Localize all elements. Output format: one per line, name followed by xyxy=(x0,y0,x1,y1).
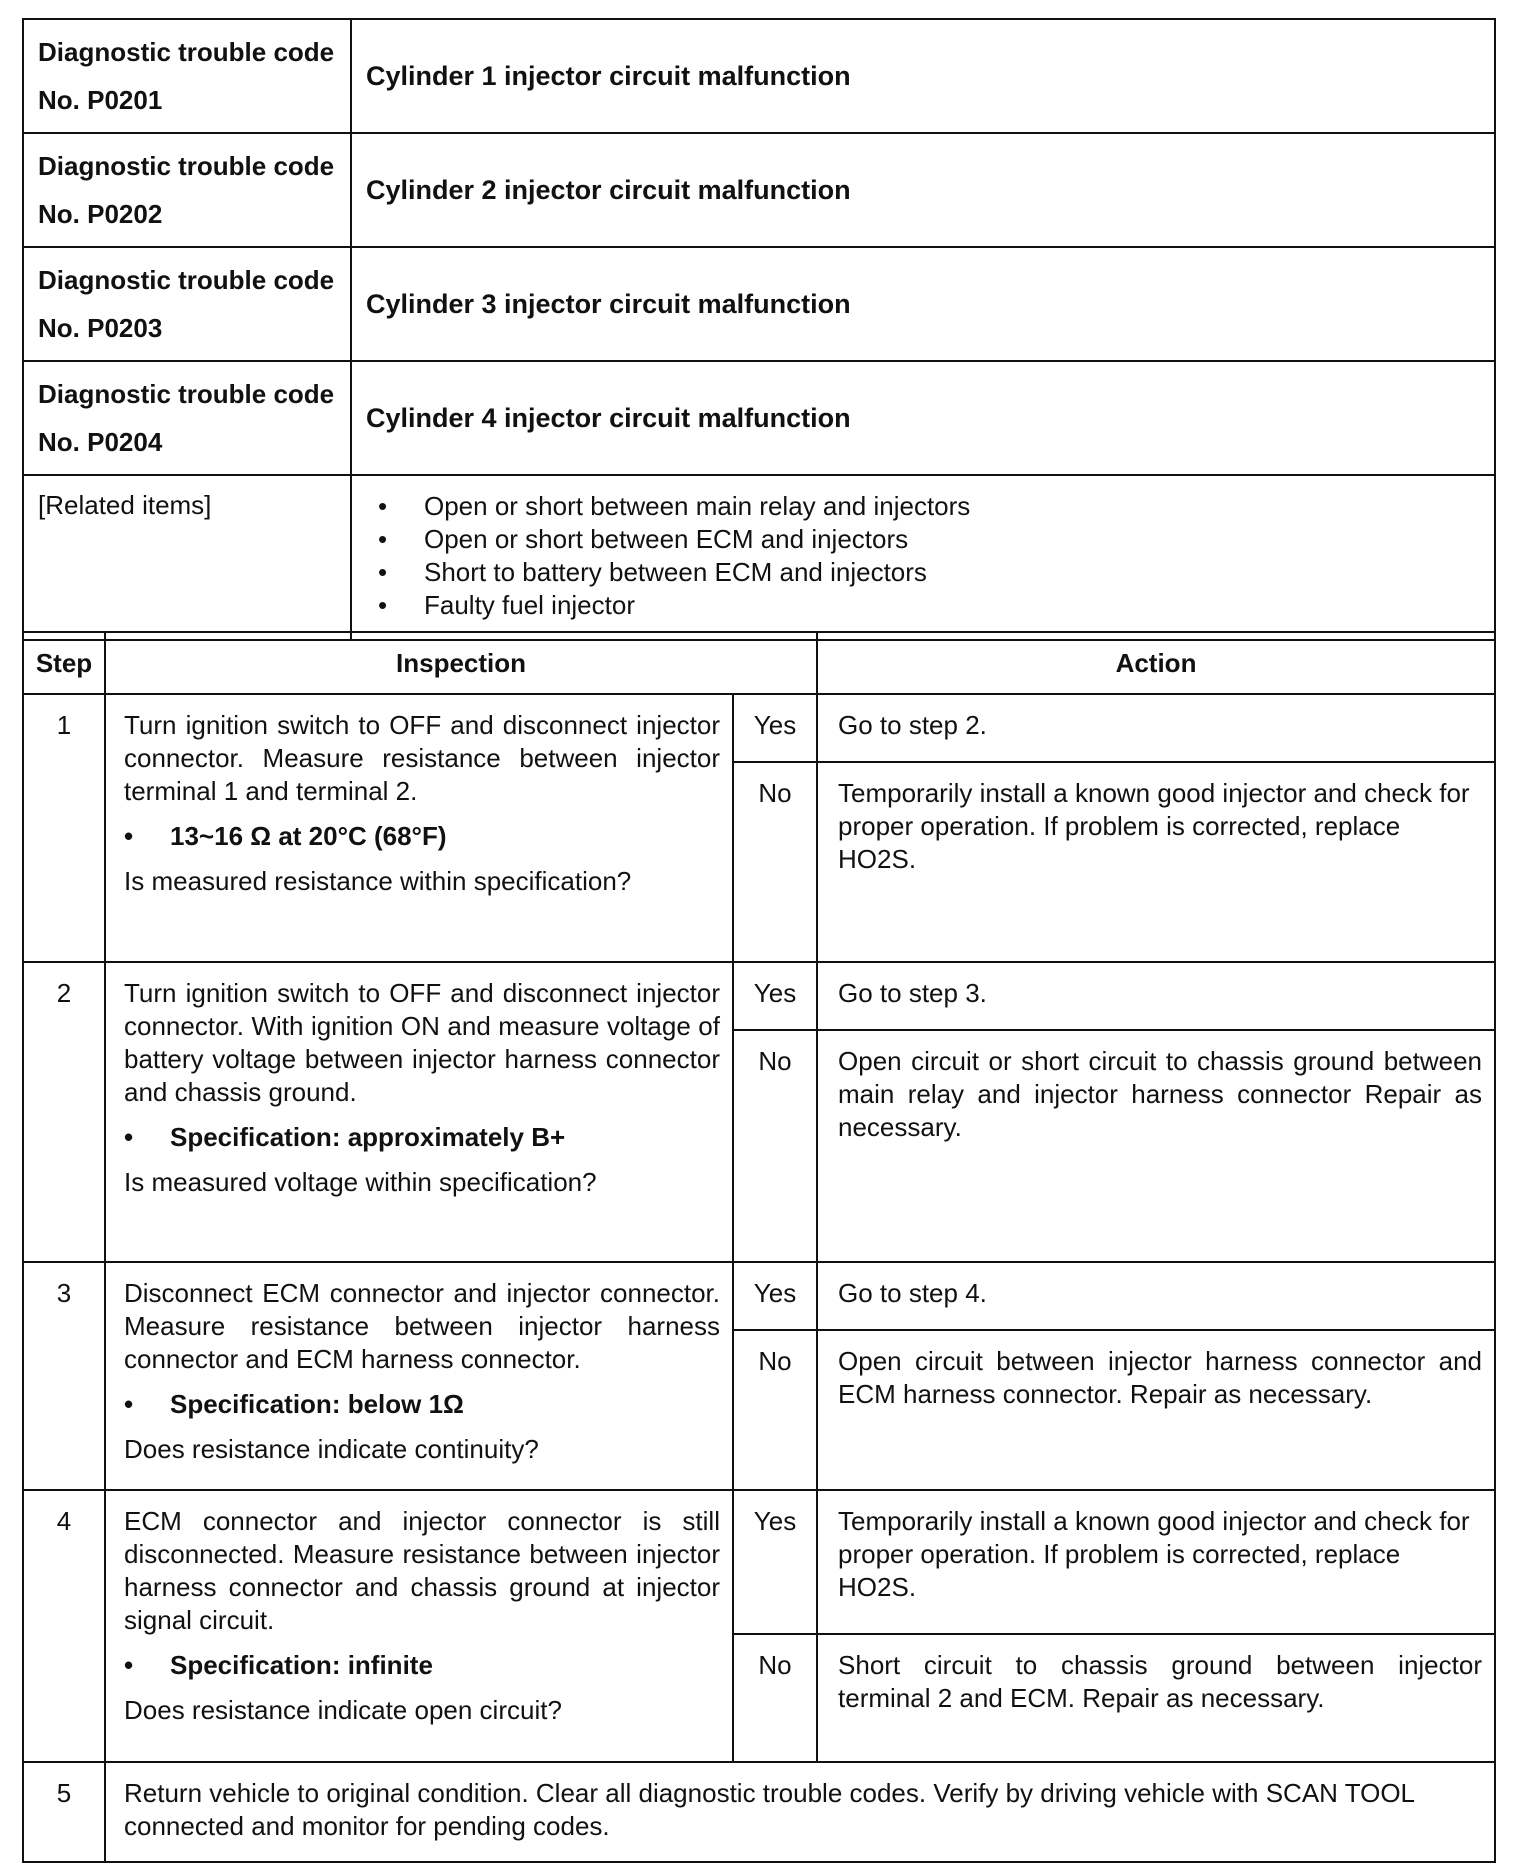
table-row xyxy=(23,1762,1495,1862)
bullet-icon: • xyxy=(124,1389,134,1419)
table-row xyxy=(23,694,1495,762)
no-label: No xyxy=(733,762,817,962)
dtc-row xyxy=(23,19,1495,133)
specification-text: 13~16 Ω at 20°C (68°F) xyxy=(170,821,447,851)
inspection-question: Does resistance indicate continuity? xyxy=(124,1434,539,1464)
dtc-code-label: Diagnostic trouble code xyxy=(38,379,335,409)
dtc-code-cell xyxy=(23,19,351,133)
related-item-text: Short to battery between ECM and injectors xyxy=(424,557,927,587)
yes-action: Temporarily install a known good injector and check for proper operation. If problem is corrected, replace HO2S. xyxy=(817,1490,1495,1634)
final-step-text: Return vehicle to original condition. Clear all diagnostic trouble codes. Verify by driving vehicle with SCAN TOOL connected and monitor for pending codes. xyxy=(105,1762,1495,1862)
dtc-description: Cylinder 3 injector circuit malfunction xyxy=(351,247,1495,361)
no-action: Short circuit to chassis ground between injector terminal 2 and ECM. Repair as necessary. xyxy=(817,1634,1495,1762)
dtc-table xyxy=(22,18,1496,641)
dtc-description: Cylinder 1 injector circuit malfunction xyxy=(351,19,1495,133)
dtc-code-label: Diagnostic trouble code xyxy=(38,151,335,181)
action-column-header: Action xyxy=(817,632,1495,694)
list-item xyxy=(366,523,1480,556)
step-number: 5 xyxy=(23,1762,105,1862)
inspection-text: ECM connector and injector connector is still disconnected. Measure resistance between injector harness connector and chassis ground at injector signal circuit. xyxy=(124,1506,720,1635)
table-header-row xyxy=(23,632,1495,694)
step-number: 4 xyxy=(23,1490,105,1762)
no-action: Open circuit between injector harness connector and ECM harness connector. Repair as necessary. xyxy=(817,1330,1495,1490)
yes-action: Go to step 3. xyxy=(817,962,1495,1030)
specification-line xyxy=(124,1121,720,1154)
bullet-icon: • xyxy=(124,1122,134,1152)
specification-text: Specification: infinite xyxy=(170,1650,433,1680)
bullet-icon: • xyxy=(378,590,388,620)
dtc-code-label: Diagnostic trouble code xyxy=(38,265,335,295)
dtc-code-cell xyxy=(23,361,351,475)
related-item-text: Open or short between main relay and injectors xyxy=(424,491,971,521)
dtc-description: Cylinder 2 injector circuit malfunction xyxy=(351,133,1495,247)
inspection-question: Is measured resistance within specification? xyxy=(124,866,632,896)
inspection-question: Is measured voltage within specification? xyxy=(124,1167,597,1197)
table-row xyxy=(23,962,1495,1030)
specification-text: Specification: approximately B+ xyxy=(170,1122,566,1152)
dtc-row xyxy=(23,247,1495,361)
yes-action: Go to step 2. xyxy=(817,694,1495,762)
inspection-text: Turn ignition switch to OFF and disconnect injector connector. With ignition ON and measure voltage of battery voltage between injector harness connector and chassis ground. xyxy=(124,978,720,1107)
yes-label: Yes xyxy=(733,694,817,762)
no-action: Open circuit or short circuit to chassis ground between main relay and injector harness connector Repair as necessary. xyxy=(817,1030,1495,1262)
dtc-description: Cylinder 4 injector circuit malfunction xyxy=(351,361,1495,475)
list-item xyxy=(366,589,1480,622)
no-label: No xyxy=(733,1330,817,1490)
step-column-header: Step xyxy=(23,632,105,694)
step-number: 2 xyxy=(23,962,105,1262)
table-row xyxy=(23,1490,1495,1634)
related-items-label: [Related items] xyxy=(23,475,351,640)
yes-label: Yes xyxy=(733,1490,817,1634)
dtc-code-number: No. P0202 xyxy=(38,199,163,229)
specification-line xyxy=(124,1388,720,1421)
dtc-code-number: No. P0203 xyxy=(38,313,163,343)
table-row xyxy=(23,1262,1495,1330)
yes-label: Yes xyxy=(733,1262,817,1330)
dtc-code-cell xyxy=(23,133,351,247)
inspection-cell xyxy=(105,962,733,1262)
dtc-row xyxy=(23,361,1495,475)
dtc-code-cell xyxy=(23,247,351,361)
inspection-cell xyxy=(105,694,733,962)
related-item-text: Open or short between ECM and injectors xyxy=(424,524,909,554)
yes-action: Go to step 4. xyxy=(817,1262,1495,1330)
no-label: No xyxy=(733,1634,817,1762)
troubleshooting-steps-table xyxy=(22,631,1496,1863)
dtc-row xyxy=(23,133,1495,247)
yes-label: Yes xyxy=(733,962,817,1030)
inspection-cell xyxy=(105,1490,733,1762)
bullet-icon: • xyxy=(124,1650,134,1680)
bullet-icon: • xyxy=(378,491,388,521)
dtc-code-label: Diagnostic trouble code xyxy=(38,37,335,67)
bullet-icon: • xyxy=(378,524,388,554)
inspection-cell xyxy=(105,1262,733,1490)
no-action: Temporarily install a known good injector and check for proper operation. If problem is corrected, replace HO2S. xyxy=(817,762,1495,962)
specification-line xyxy=(124,1649,720,1682)
related-items-row xyxy=(23,475,1495,640)
dtc-code-number: No. P0201 xyxy=(38,85,163,115)
bullet-icon: • xyxy=(124,821,134,851)
list-item xyxy=(366,556,1480,589)
inspection-question: Does resistance indicate open circuit? xyxy=(124,1695,562,1725)
step-number: 3 xyxy=(23,1262,105,1490)
list-item xyxy=(366,490,1480,523)
bullet-icon: • xyxy=(378,557,388,587)
related-items-list xyxy=(351,475,1495,640)
inspection-text: Turn ignition switch to OFF and disconnect injector connector. Measure resistance between injector terminal 1 and terminal 2. xyxy=(124,710,720,806)
specification-line xyxy=(124,820,720,853)
no-label: No xyxy=(733,1030,817,1262)
inspection-text: Disconnect ECM connector and injector connector. Measure resistance between injector harness connector and ECM harness connector. xyxy=(124,1278,720,1374)
dtc-code-number: No. P0204 xyxy=(38,427,163,457)
specification-text: Specification: below 1Ω xyxy=(170,1389,464,1419)
inspection-column-header: Inspection xyxy=(105,632,817,694)
step-number: 1 xyxy=(23,694,105,962)
related-item-text: Faulty fuel injector xyxy=(424,590,635,620)
